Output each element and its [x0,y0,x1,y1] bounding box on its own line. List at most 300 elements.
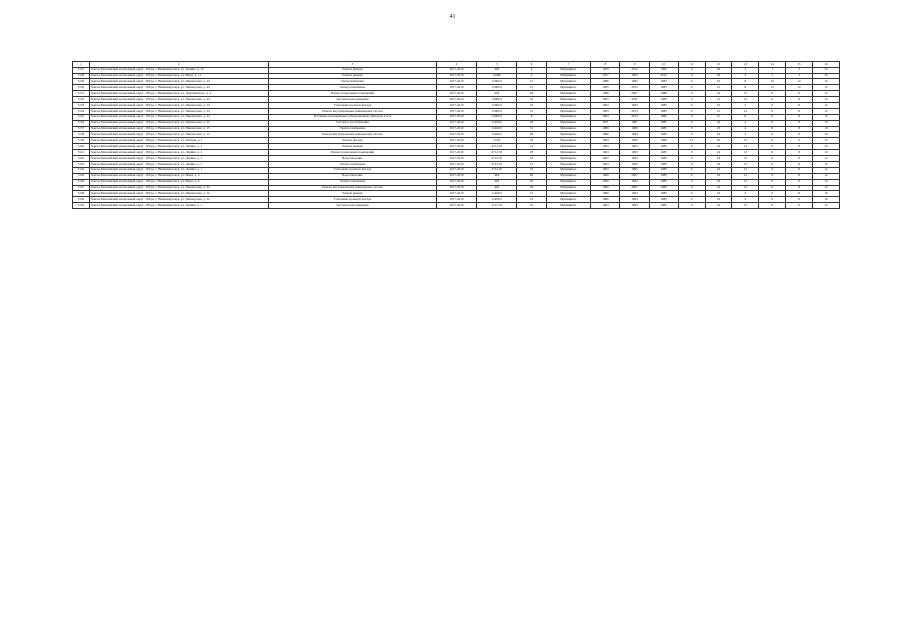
table-cell: 1985 [649,97,678,103]
table-cell: 12 [812,167,839,173]
table-cell: 8 [786,126,813,132]
table-cell: 0 [678,150,705,156]
column-number-header: 4 [436,62,476,68]
table-cell: 24 [705,197,732,203]
table-cell: 0 [678,97,705,103]
table-cell: 19 [517,167,546,173]
data-sheet [72,61,840,209]
table-cell: 0 [678,67,705,73]
table-cell: 9 [759,161,786,167]
table-cell: 12 [732,138,759,144]
table-cell: 2017-2019 [436,120,476,126]
table-cell: 12 [812,156,839,162]
table-cell: 24 [705,120,732,126]
table-cell: 1970 [591,67,620,73]
table-cell: 9 [759,173,786,179]
table-cell: 0 [678,185,705,191]
table-cell: 11400,5 [477,132,517,138]
table-cell: 11400,5 [477,126,517,132]
table-cell: 14 [517,144,546,150]
table-cell: 5136 [73,120,90,126]
table-cell: 24 [705,173,732,179]
table-cell: 0 [678,114,705,120]
table-cell: 12 [812,91,839,97]
table-cell: 5129 [73,79,90,85]
table-cell: 35 [812,73,839,79]
table-cell: Муниципал. [546,85,591,91]
table-cell: 5142 [73,156,90,162]
table-cell: 24 [705,150,732,156]
table-cell: 24 [705,132,732,138]
table-cell: 8 [786,203,813,209]
table-cell: 8 [786,91,813,97]
table-cell: 12 [812,114,839,120]
column-number-header: 2 [89,62,268,68]
table-cell: 21 [517,161,546,167]
table-cell: 1985 [649,120,678,126]
table-cell: 41686 [477,73,517,79]
table-cell: 40 [517,120,546,126]
table-cell: 1963 [591,144,620,150]
address-cell: Ханты-Мансийский автономный округ - Югра, г. Нижневартовск, ул. Пионерская, д. 15 [89,132,268,138]
table-cell: 1995 [620,79,649,85]
table-cell: 2017-2019 [436,138,476,144]
table-cell: 28 [517,132,546,138]
table-cell: 0 [678,144,705,150]
table-cell: 5127 [73,67,90,73]
table-cell: 35 [812,67,839,73]
table-cell: 1993 [620,138,649,144]
table-cell: 0 [678,156,705,162]
table-cell: Муниципал. [546,97,591,103]
table-cell: 4712,35 [477,167,517,173]
table-cell: 5130 [73,85,90,91]
address-cell: Ханты-Мансийский автономный округ - Югра, г. Нижневартовск, ул. Пионерская, д. 32 [89,185,268,191]
table-cell: 9 [759,120,786,126]
table-cell: 2017-2019 [436,126,476,132]
table-cell: 1985 [649,191,678,197]
table-cell: 12 [732,203,759,209]
table-cell: 1985 [649,150,678,156]
table-cell: 24 [705,185,732,191]
table-cell: 1993 [620,150,649,156]
table-cell: 24 [705,167,732,173]
table-cell: 12 [732,150,759,156]
address-cell: Ханты-Мансийский автономный округ - Югра, г. Нижневартовск, ул. Пионерская, д. 32 [89,197,268,203]
table-cell: 9 [759,114,786,120]
table-cell: 2017-2019 [436,91,476,97]
table-cell: 12 [732,97,759,103]
work-type-cell: Система водоотведения [268,97,436,103]
work-type-cell: Ремонт крыши [268,144,436,150]
table-cell: 9 [759,185,786,191]
table-cell: 21 [705,114,732,120]
table-cell: 1985 [649,85,678,91]
table-cell: 2017-2019 [436,73,476,79]
table-cell: 24 [705,156,732,162]
table-cell: 11400,5 [477,197,517,203]
table-cell: 0 [678,173,705,179]
table-cell: 12000,2 [477,108,517,114]
table-cell: 8 [786,132,813,138]
table-cell: Муниципал. [546,126,591,132]
table-cell: Муниципал. [546,161,591,167]
table-cell: 1963 [591,150,620,156]
table-cell: 1963 [591,203,620,209]
address-cell: Ханты-Мансийский автономный округ - Югра, г. Нижневартовск, ул. Пионерская, д. 44 [89,85,268,91]
table-cell: 24 [705,161,732,167]
table-cell: 4 [732,120,759,126]
table-cell: 5143 [73,161,90,167]
table-cell: 8 [786,167,813,173]
table-cell: 8 [786,150,813,156]
table-cell: 5135 [73,114,90,120]
table-cell: 4 [732,191,759,197]
table-cell: 2013 [620,108,649,114]
table-cell: 11400,5 [477,191,517,197]
table-cell: Муниципал. [546,67,591,73]
table-cell: 5131 [73,91,90,97]
page-number: 41 [449,14,456,20]
table-cell: 5150 [73,203,90,209]
table-cell: 0 [678,85,705,91]
table-cell: 8 [786,156,813,162]
table-cell: 5140 [73,144,90,150]
table-cell: 2007 [620,91,649,97]
table-cell: 9 [759,103,786,109]
table-cell: 20 [517,173,546,179]
table-cell: 10 [812,120,839,126]
table-cell: 24 [705,179,732,185]
table-cell: 12000,2 [477,103,517,109]
work-type-cell: Электроснабжение [268,85,436,91]
table-cell: Муниципал. [546,150,591,156]
column-number-header: 15 [786,62,813,68]
table-cell: Муниципал. [546,132,591,138]
table-cell: 0 [678,132,705,138]
table-cell: 12 [812,97,839,103]
table-cell: 2017-2019 [436,161,476,167]
table-cell: 24 [705,144,732,150]
table-cell: 8 [786,161,813,167]
table-cell: 12 [812,161,839,167]
table-cell: Муниципал. [546,156,591,162]
address-cell: Ханты-Мансийский автономный округ - Югра, г. Нижневартовск, ул. Дзержинского, д. 4 [89,91,268,97]
table-cell: 462 [477,173,517,179]
table-cell: 8 [786,103,813,109]
table-cell: 29 [517,91,546,97]
table-cell: 12 [786,85,813,91]
table-cell: 2012 [649,73,678,79]
work-type-cell: Система водоотведения [268,203,436,209]
address-cell: Ханты-Мансийский автономный округ - Югра, г. Нижневартовск, ул. Ленина, д. 1 [89,167,268,173]
table-cell: 2017-2019 [436,132,476,138]
table-cell: 2017-2019 [436,197,476,203]
table-cell: 5144 [73,167,90,173]
table-cell: 12000,2 [477,79,517,85]
column-number-header: 16 [812,62,839,68]
table-cell: 2017-2019 [436,179,476,185]
table-cell: 12 [732,185,759,191]
table-cell: 2017-2019 [436,156,476,162]
table-cell: 12 [812,203,839,209]
table-cell: 5133 [73,103,90,109]
table-cell: 28 [517,150,546,156]
table-cell: Муниципал. [546,179,591,185]
table-cell: 1985 [649,126,678,132]
table-cell: 2017-2019 [436,114,476,120]
table-cell: 3 [732,73,759,79]
address-cell: Ханты-Мансийский автономный округ - Югра, г. Нижневартовск, ул. Ленина, д. 1 [89,156,268,162]
table-cell: 15 [812,85,839,91]
table-cell: 12 [732,144,759,150]
work-type-cell: Ремонт внутридомовых инженерных систем [268,108,436,114]
table-cell: 5149 [73,197,90,203]
table-cell: 12 [732,108,759,114]
table-cell: Муниципал. [546,73,591,79]
table-cell: 8 [786,185,813,191]
work-type-cell: Ремонт подвальных помещений [268,91,436,97]
table-cell: 12 [732,167,759,173]
table-cell: 5148 [73,191,90,197]
table-cell: 15 [812,138,839,144]
table-cell: 8 [732,114,759,120]
work-type-cell: Электроснабжение [268,161,436,167]
work-type-cell: Водоотведение [268,173,436,179]
table-cell: 23 [705,126,732,132]
table-cell: 5137 [73,126,90,132]
work-type-cell: Утепление и ремонт фасада [268,167,436,173]
table-cell: 12 [517,108,546,114]
table-cell: 22 [705,103,732,109]
table-cell: 8 [786,173,813,179]
table-cell: 2013 [620,114,649,120]
table-cell: 9 [759,126,786,132]
table-cell: Муниципал. [546,173,591,179]
table-cell: 1985 [649,167,678,173]
table-cell: Муниципал. [546,138,591,144]
column-number-header: 12 [705,62,732,68]
table-cell: 12 [732,161,759,167]
work-type-cell: Электроснабжение [268,179,436,185]
table-cell: 1993 [620,73,649,79]
work-type-cell: Ремонт внутридомовых инженерных систем [268,185,436,191]
work-type-cell: Водоотведение [268,156,436,162]
table-cell: 1980 [591,191,620,197]
work-type-cell: Система газоснабжения [268,120,436,126]
table-cell: 3 [786,73,813,79]
column-number-header: 7 [546,62,591,68]
table-cell: 12 [812,173,839,179]
table-row [73,203,840,209]
table-cell: 1971 [591,120,620,126]
address-cell: Ханты-Мансийский автономный округ - Югра, г. Нижневартовск, ул. Ленина, д. 1 [89,203,268,209]
column-number-header: 8 [591,62,620,68]
table-cell: 1994 [591,138,620,144]
table-cell: 12 [812,185,839,191]
table-cell: 5138 [73,132,90,138]
table-cell: 8 [786,108,813,114]
table-cell: 1963 [591,161,620,167]
column-number-header: 5 [477,62,517,68]
address-cell: Ханты-Мансийский автономный округ - Югра, г. Нижневартовск, ул. Пионерская, д. 34 [89,97,268,103]
table-cell: 5132 [73,97,90,103]
table-cell: 2012 [620,67,649,73]
table-cell: 8 [786,97,813,103]
table-cell: 4712,35 [477,144,517,150]
table-cell: 1963 [591,103,620,109]
column-number-header: 6 [517,62,546,68]
table-cell: 12000,2 [477,114,517,120]
table-cell: 1985 [649,179,678,185]
table-cell: 26 [517,138,546,144]
table-cell: 1980 [591,197,620,203]
table-cell: 0 [678,126,705,132]
table-cell: 8 [732,79,759,85]
table-cell: 12 [812,103,839,109]
table-cell: Муниципал. [546,108,591,114]
column-number-header: 11 [678,62,705,68]
address-cell: Ханты-Мансийский автономный округ - Югра, г. Нижневартовск, ул. Ленина, д. 1 [89,161,268,167]
table-cell: 9 [759,203,786,209]
table-cell: 3 [732,67,759,73]
table-cell: 3 [786,67,813,73]
table-cell: 9 [759,150,786,156]
table-cell: 2 [517,73,546,79]
table-cell: 8 [786,144,813,150]
table-cell: 9 [759,191,786,197]
table-cell: 14 [517,191,546,197]
table-cell: 21 [705,85,732,91]
table-cell: 12 [812,179,839,185]
table-cell: 2007 [620,173,649,179]
column-number-header: 10 [649,62,678,68]
table-cell: 8 [517,114,546,120]
table-cell: 9 [759,108,786,114]
table-cell: 4 [732,132,759,138]
table-cell: Муниципал. [546,191,591,197]
address-cell: Ханты-Мансийский автономный округ - Югра, г. Нижневартовск, ул. Пионерская, д. 32 [89,120,268,126]
table-cell: 4712,35 [477,161,517,167]
table-cell: 4712,35 [477,156,517,162]
table-cell: 1993 [620,167,649,173]
table-cell: 20 [705,138,732,144]
table-cell: 0 [678,167,705,173]
table-cell: Муниципал. [546,197,591,203]
work-type-cell: Установка коллективных (общедомовых) приборов учета [268,114,436,120]
table-cell: 5146 [73,179,90,185]
table-cell: 2017-2019 [436,79,476,85]
work-type-cell: Ремонт подвальных помещений [268,150,436,156]
table-cell: 1985 [649,103,678,109]
table-cell: 1994 [620,191,649,197]
table-cell: 5 [732,103,759,109]
work-type-cell: Утепление и ремонт фасада [268,103,436,109]
table-cell: 4 [732,126,759,132]
work-type-cell: Ремонт крыши [268,191,436,197]
address-cell: Ханты-Мансийский автономный округ - Югра, г. Нижневартовск, ул. Мира, д. 11 [89,73,268,79]
table-cell: Муниципал. [546,185,591,191]
table-cell: Муниципал. [546,144,591,150]
table-cell: 1985 [649,161,678,167]
table-cell: 4 [517,67,546,73]
work-type-cell: Ремонт крыши [268,73,436,79]
table-cell: 10 [812,197,839,203]
table-cell: 10 [812,132,839,138]
work-type-cell: Ремонт внутридомовых инженерных систем [268,132,436,138]
table-cell: 9 [759,197,786,203]
table-cell: 462 [477,91,517,97]
table-cell: 1985 [649,185,678,191]
table-cell: 1963 [591,108,620,114]
table-cell: 1985 [649,132,678,138]
table-cell: 40 [705,67,732,73]
register-table [72,61,840,209]
table-cell: 9 [759,144,786,150]
table-cell: 2013 [620,85,649,91]
table-cell: 1993 [620,144,649,150]
table-cell: 0 [678,73,705,79]
table-cell: 2017-2019 [436,85,476,91]
table-cell: 24 [705,191,732,197]
table-cell: 5139 [73,138,90,144]
table-cell: 21 [517,85,546,91]
table-cell: 2017-2019 [436,173,476,179]
table-cell: 10 [812,191,839,197]
table-cell: 9 [759,132,786,138]
table-cell: 1999 [649,138,678,144]
address-cell: Ханты-Мансийский автономный округ - Югра, г. Нижневартовск, ул. Ленина, д. 15 [89,67,268,73]
table-cell: 12 [812,150,839,156]
table-cell: 1963 [591,156,620,162]
table-cell: 15 [759,85,786,91]
table-cell: 19 [517,203,546,209]
table-cell: 29 [517,185,546,191]
table-cell: 0 [678,203,705,209]
table-cell: 9 [759,179,786,185]
table-cell: 5147 [73,185,90,191]
table-cell: 1 [759,73,786,79]
table-cell: 8 [732,85,759,91]
table-cell: 1985 [649,114,678,120]
table-cell: 0 [678,191,705,197]
table-cell: 31 [517,126,546,132]
table-cell: 2007 [620,185,649,191]
table-cell: 8 [786,191,813,197]
table-cell: Муниципал. [546,120,591,126]
table-cell: 10 [517,103,546,109]
address-cell: Ханты-Мансийский автономный округ - Югра, г. Нижневартовск, ул. Мира, д. 4 [89,173,268,179]
table-cell: 9 [759,97,786,103]
table-cell: 24 [705,203,732,209]
table-cell: 1993 [620,161,649,167]
column-number-header: 1 [73,62,90,68]
table-body [73,67,840,208]
work-type-cell: Ремонт фасада [268,138,436,144]
column-number-header: 9 [620,62,649,68]
table-cell: 1994 [620,132,649,138]
table-cell: 1985 [649,173,678,179]
table-cell: 1966 [591,179,620,185]
table-cell: 406 [477,67,517,73]
table-cell: 1963 [591,114,620,120]
address-cell: Ханты-Мансийский автономный округ - Югра, г. Нижневартовск, ул. Пионерская, д. 32 [89,191,268,197]
table-cell: 1 [759,67,786,73]
table-cell: Муниципал. [546,203,591,209]
table-cell: 40 [705,73,732,79]
address-cell: Ханты-Мансийский автономный округ - Югра, г. Нижневартовск, ул. Пионерская, д. 34 [89,108,268,114]
table-cell: 462 [477,185,517,191]
